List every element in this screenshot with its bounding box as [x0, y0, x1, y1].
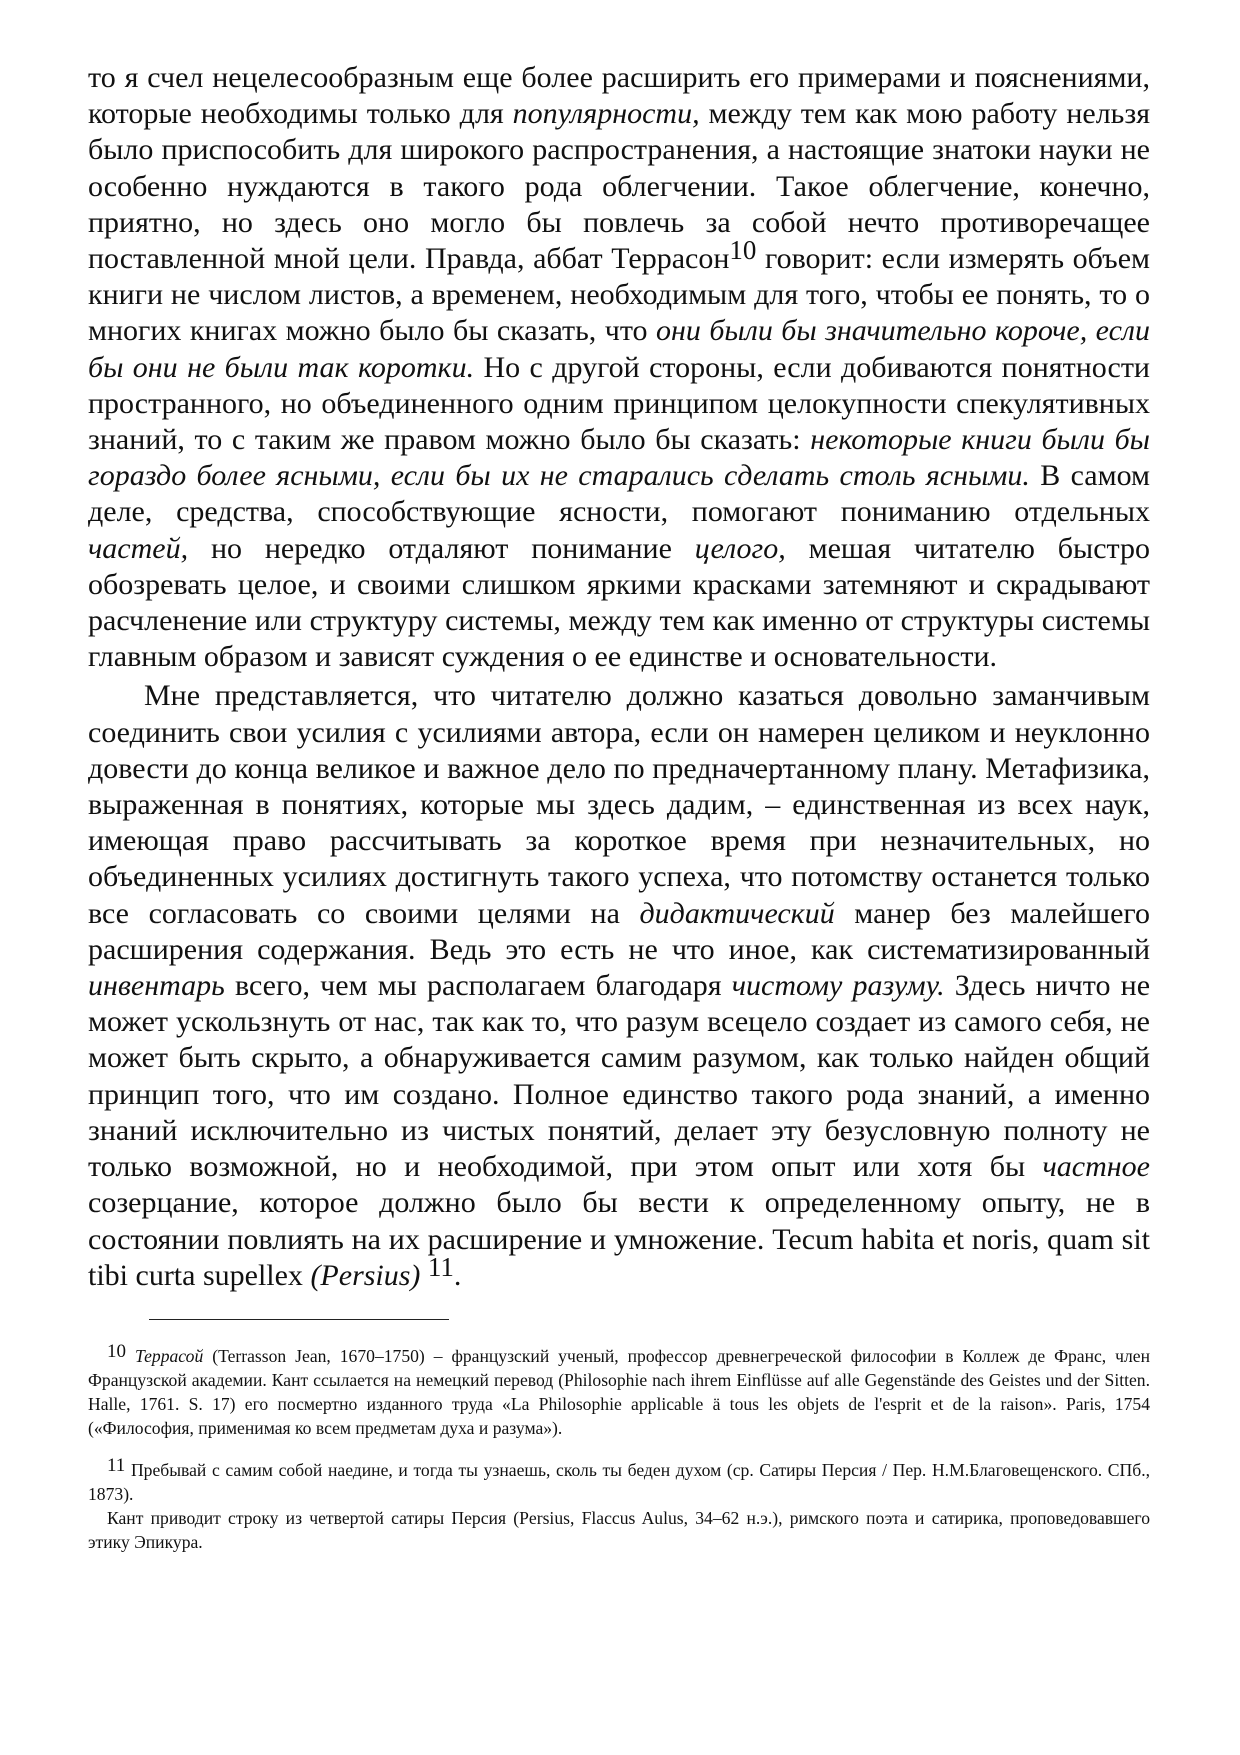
footnote-10: $^{10}$ Террасой (Terrasson Jean, 1670–1750) – французский ученый, профессор древнегреческой философии в Коллеж де Франс, член Французской академии. Кант ссылается на немецкий перевод (Philosophie nach ihrem Einflüsse auf alle Gegenstände des Geistes und der Sitten. Halle, 1761. S. 17) его посмертно изданного труда «La Philosophie applicable ä tous les objets de l'esprit et de la raison». Paris, 1754 («Философия, применимая ко всем предметам духа и разума»).	[88, 1340, 1150, 1438]
footnote-number: 11	[107, 1454, 126, 1476]
emphasis: инвентарь	[88, 969, 225, 1003]
document-page	[88, 60, 1150, 1554]
emphasis: целого,	[694, 531, 786, 565]
emphasis: частное	[1042, 1150, 1150, 1184]
emphasis: (Persius)	[310, 1258, 421, 1292]
paragraph-2: Мне представляется, что читателю должно казаться довольно заманчивым соединить свои усилия с усилиями автора, если он намерен целиком и неуклонно довести до конца великое и важное дело по предначертанному плану. Метафизика, выраженная в понятиях, которые мы здесь дадим, – единственная из всех наук, имеющая право рассчитывать за короткое время при незначительных, но объединенных усилиях достигнуть такого успеха, что потомству останется только все согласовать со своими целями на дидактический манер без малейшего расширения содержания. Ведь это есть не что иное, как систематизированный инвентарь всего, чем мы располагаем благодаря чистому разуму. Здесь ничто не может ускользнуть от нас, так как то, что разум всецело создает из самого себя, не может быть скрыто, а обнаруживается самим разумом, как только найден общий принцип того, что им создано. Полное единство такого рода знаний, а именно знаний исключительно из чистых понятий, делает эту безусловную полноту не только возможной, но и необходимой, при этом опыт или хотя бы частное созерцание, которое должно было бы вести к определенному опыту, не в состоянии повлиять на их расширение и умножение. Tecum habita et noris, quam sit tibi curta supellex (Persius) $^{11}$.	[88, 679, 1151, 1292]
emphasis: они были бы значительно короче, если бы они не были так коротки.	[88, 314, 1150, 384]
main-text	[88, 60, 1150, 1294]
footnote-separator	[149, 1319, 449, 1320]
emphasis: некоторые книги были бы гораздо более ясными, если бы их не старались сделать столь ясными.	[88, 423, 1150, 493]
footnote-11: $^{11}$ Пребывай с самим собой наедине, и тогда ты узнаешь, сколь ты беден духом (ср. Сатиры Персия / Пер. Н.М.Благовещенского. СПб., 1873).	[88, 1454, 1150, 1504]
footnote-number: 10	[107, 1340, 126, 1362]
footnote-ref-10[interactable]: 10	[729, 235, 757, 266]
emphasis: частей,	[88, 531, 189, 565]
footnote-ref-11[interactable]: 11	[427, 1251, 454, 1282]
emphasis: популярности,	[512, 97, 700, 131]
footnotes	[88, 1340, 1150, 1554]
emphasis: дидактический	[639, 896, 835, 930]
emphasis: чистому разуму.	[731, 969, 945, 1003]
paragraph-1: то я счел нецелесообразным еще более расширить его примерами и пояснениями, которые необходимы только для популярности, между тем как мою работу нельзя было приспособить для широкого распространения, а настоящие знатоки науки не особенно нуждаются в такого рода облегчении. Такое облегчение, конечно, приятно, но здесь оно могло бы повлечь за собой нечто противоречащее поставленной мной цели. Правда, аббат Террасон$^{10}$ говорит: если измерять объем книги не числом листов, а временем, необходимым для того, чтобы ее понять, то о многих книгах можно было бы сказать, что они были бы значительно короче, если бы они не были так коротки. Но с другой стороны, если добиваются понятности пространного, но объединенного одним принципом целокупности спекулятивных знаний, то с таким же правом можно было бы сказать: некоторые книги были бы гораздо более ясными, если бы их не старались сделать столь ясными. В самом деле, средства, способствующие ясности, помогают пониманию отдельных частей, но нередко отдаляют понимание целого, мешая читателю быстро обозревать целое, и своими слишком яркими красками затемняют и скрадывают расчленение или структуру системы, между тем как именно от структуры системы главным образом и зависят суждения о ее единстве и основательности.	[88, 61, 1151, 674]
footnote-11-continued: Кант приводит строку из четвертой сатиры Персия (Persius, Flaccus Aulus, 34–62 н.э.), римского поэта и сатирика, проповедовавшего этику Эпикура.	[88, 1507, 1150, 1552]
footnote-name: Террасой	[134, 1345, 204, 1366]
